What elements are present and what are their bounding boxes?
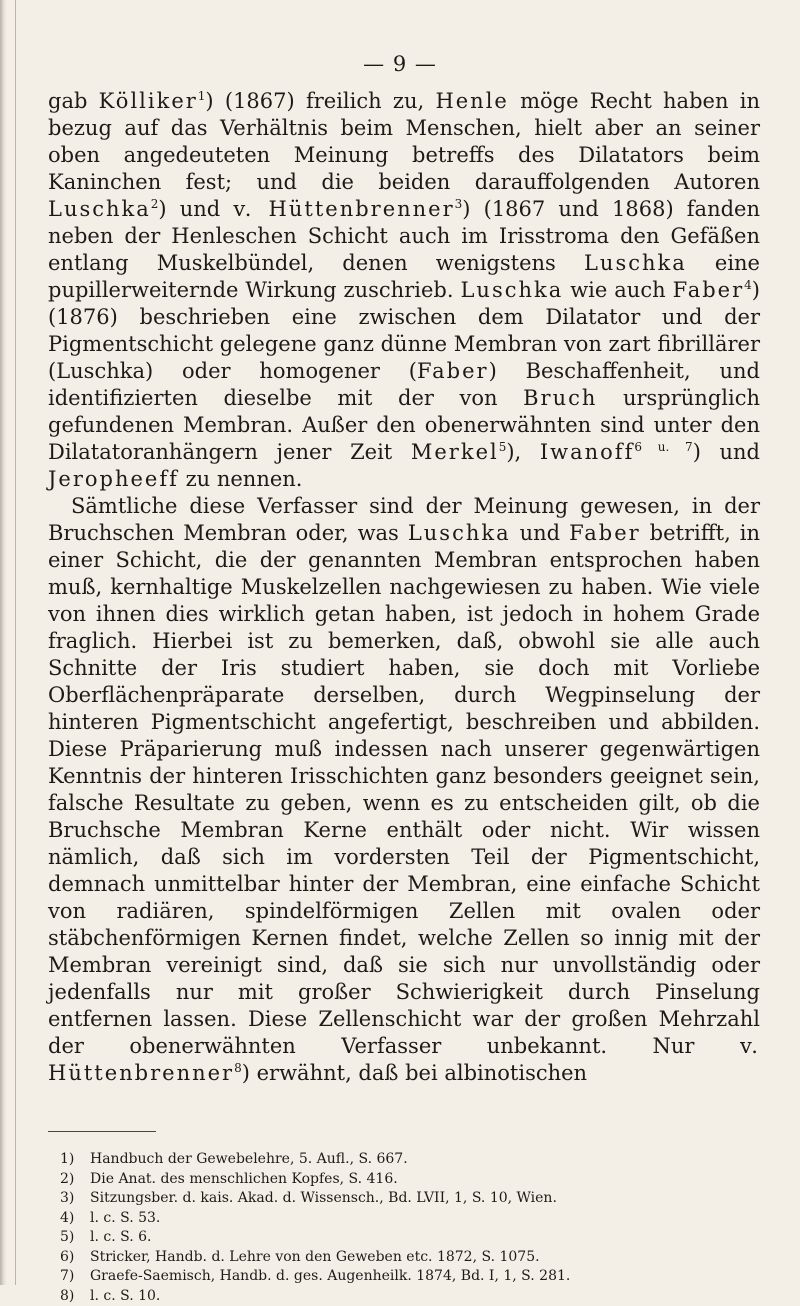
author-name: Bruch [523, 386, 597, 410]
footnote-number: 6) [60, 1248, 90, 1268]
footnote-ref: 8 [234, 1061, 242, 1075]
text-run: ), [506, 440, 539, 464]
footnotes [60, 1150, 760, 1306]
footnote-number: 4) [60, 1209, 90, 1229]
footnote-4 [60, 1209, 760, 1229]
text-run: zu nennen. [179, 467, 303, 491]
author-name: Kölliker [99, 89, 198, 113]
text-run: möge Recht haben in bezug auf das Verhältnis beim Menschen, hielt aber an seiner oben angedeuteten Meinung betreffs des Dilatators beim Kaninchen fest; und die beiden darauffolgenden Autoren [48, 89, 760, 194]
text-run: ) oder homogener ( [145, 359, 417, 383]
author-name: Iwanoff [540, 440, 635, 464]
footnote-6 [60, 1248, 760, 1268]
footnote-5 [60, 1228, 760, 1248]
author-name: Luschka [408, 521, 511, 545]
author-name: Luschka [460, 278, 563, 302]
author-name: Merkel [411, 440, 499, 464]
text-run: ) Beschaffenheit, und identifizierten dieselbe mit der von [48, 359, 760, 410]
text-run: ) und [158, 197, 233, 221]
text-run: gab [48, 89, 99, 113]
footnote-text: Die Anat. des menschlichen Kopfes, S. 416. [90, 1170, 398, 1190]
footnote-7 [60, 1267, 760, 1287]
paragraph-1 [48, 88, 760, 493]
footnote-number: 8) [60, 1287, 90, 1306]
author-name: Luschka [48, 197, 151, 221]
footnote-ref: 2 [151, 197, 159, 211]
binding-edge [0, 0, 7, 1285]
footnote-8 [60, 1287, 760, 1306]
page-number: — 9 — [0, 52, 800, 76]
author-name: v. Hüttenbrenner [48, 1034, 760, 1085]
footnote-number: 7) [60, 1267, 90, 1287]
footnote-text: l. c. S. 10. [90, 1287, 160, 1306]
footnote-text: Graefe-Saemisch, Handb. d. ges. Augenheilk. 1874, Bd. I, 1, S. 281. [90, 1267, 570, 1287]
footnote-rule [48, 1131, 156, 1132]
footnote-ref: 6 u. 7 [634, 440, 692, 454]
footnote-2 [60, 1170, 760, 1190]
author-name: Jeropheeff [48, 467, 179, 491]
footnote-text: l. c. S. 6. [90, 1228, 151, 1248]
footnote-1 [60, 1150, 760, 1170]
author-name: Faber [417, 359, 489, 383]
author-name: v. Hüttenbrenner [233, 197, 454, 221]
footnote-ref: 3 [455, 197, 463, 211]
binding-line [15, 0, 16, 1285]
text-run: ) erwähnt, daß bei albinotischen [242, 1061, 587, 1085]
body-text [48, 88, 760, 1087]
footnote-number: 1) [60, 1150, 90, 1170]
author-name: Faber [673, 278, 745, 302]
text-run: Luschka [56, 359, 145, 383]
text-run: ) und [693, 440, 760, 464]
author-name: Henle [435, 89, 508, 113]
footnote-number: 5) [60, 1228, 90, 1248]
text-run: betrifft, in einer Schicht, die der genannten Membran entsprochen haben muß, kernhaltige Muskelzellen nachgewiesen zu haben. Wie viele von ihnen dies wirklich getan haben, ist jedoch in hohem Grade fraglich. Hierbei ist zu bemerken, daß, obwohl sie alle auch Schnitte der Iris studiert haben, sie doch mit Vorliebe Oberflächenpräparate derselben, durch Wegpinselung der hinteren Pigmentschicht angefertigt, beschreiben und abbilden. Diese Präparierung muß indessen nach unserer gegenwärtigen Kenntnis der hinteren Irisschichten ganz besonders geeignet sein, falsche Resultate zu geben, wenn es zu entscheiden gilt, ob die Bruchsche Membran Kerne enthält oder nicht. Wir wissen nämlich, daß sich im vordersten Teil der Pigmentschicht, demnach unmittelbar hinter der Membran, eine einfache Schicht von radiären, spindelförmigen Zellen mit ovalen oder stäbchenförmigen Kernen findet, welche Zellen so innig mit der Membran vereinigt sind, daß sie sich nur unvollständig oder jedenfalls nur mit großer Schwierigkeit durch Pinselung entfernen lassen. Diese Zellenschicht war der großen Mehrzahl der obenerwähnten Verfasser unbekannt. Nur [48, 521, 760, 1058]
text-run: wie auch [563, 278, 672, 302]
text-run: ) (1867 und 1868) fanden neben der Henleschen Schicht auch im Irisstroma den Gefäßen entlang Muskelbündel, denen wenigstens [48, 197, 760, 275]
footnote-ref: 5 [499, 440, 507, 454]
footnote-ref: 1 [198, 89, 206, 103]
author-name: Faber [569, 521, 641, 545]
text-run: eine pupillerweiternde Wirkung zuschrieb. [48, 251, 760, 302]
footnote-text: Sitzungsber. d. kais. Akad. d. Wissensch., Bd. LVII, 1, S. 10, Wien. [90, 1189, 557, 1209]
footnote-3 [60, 1189, 760, 1209]
text-run: ) (1876) beschrieben eine zwischen dem Dilatator und der Pigmentschicht gelegene ganz dünne Membran von zart fibrillärer ( [48, 278, 760, 383]
text-run: Sämtliche diese Verfasser sind der Meinung gewesen, in der Bruchschen Membran oder, was [48, 494, 760, 545]
footnote-ref: 4 [744, 278, 752, 292]
footnote-text: Stricker, Handb. d. Lehre von den Geweben etc. 1872, S. 1075. [90, 1248, 540, 1268]
footnote-text: l. c. S. 53. [90, 1209, 160, 1229]
text-run: ) (1867) freilich zu, [205, 89, 435, 113]
paragraph-2 [48, 493, 760, 1087]
author-name: Luschka [584, 251, 687, 275]
footnote-number: 2) [60, 1170, 90, 1190]
footnote-text: Handbuch der Gewebelehre, 5. Aufl., S. 667. [90, 1150, 408, 1170]
text-run: und [511, 521, 569, 545]
footnote-number: 3) [60, 1189, 90, 1209]
text-run: ursprünglich gefundenen Membran. Außer den obenerwähnten sind unter den Dilatatoranhängern jener Zeit [48, 386, 760, 464]
